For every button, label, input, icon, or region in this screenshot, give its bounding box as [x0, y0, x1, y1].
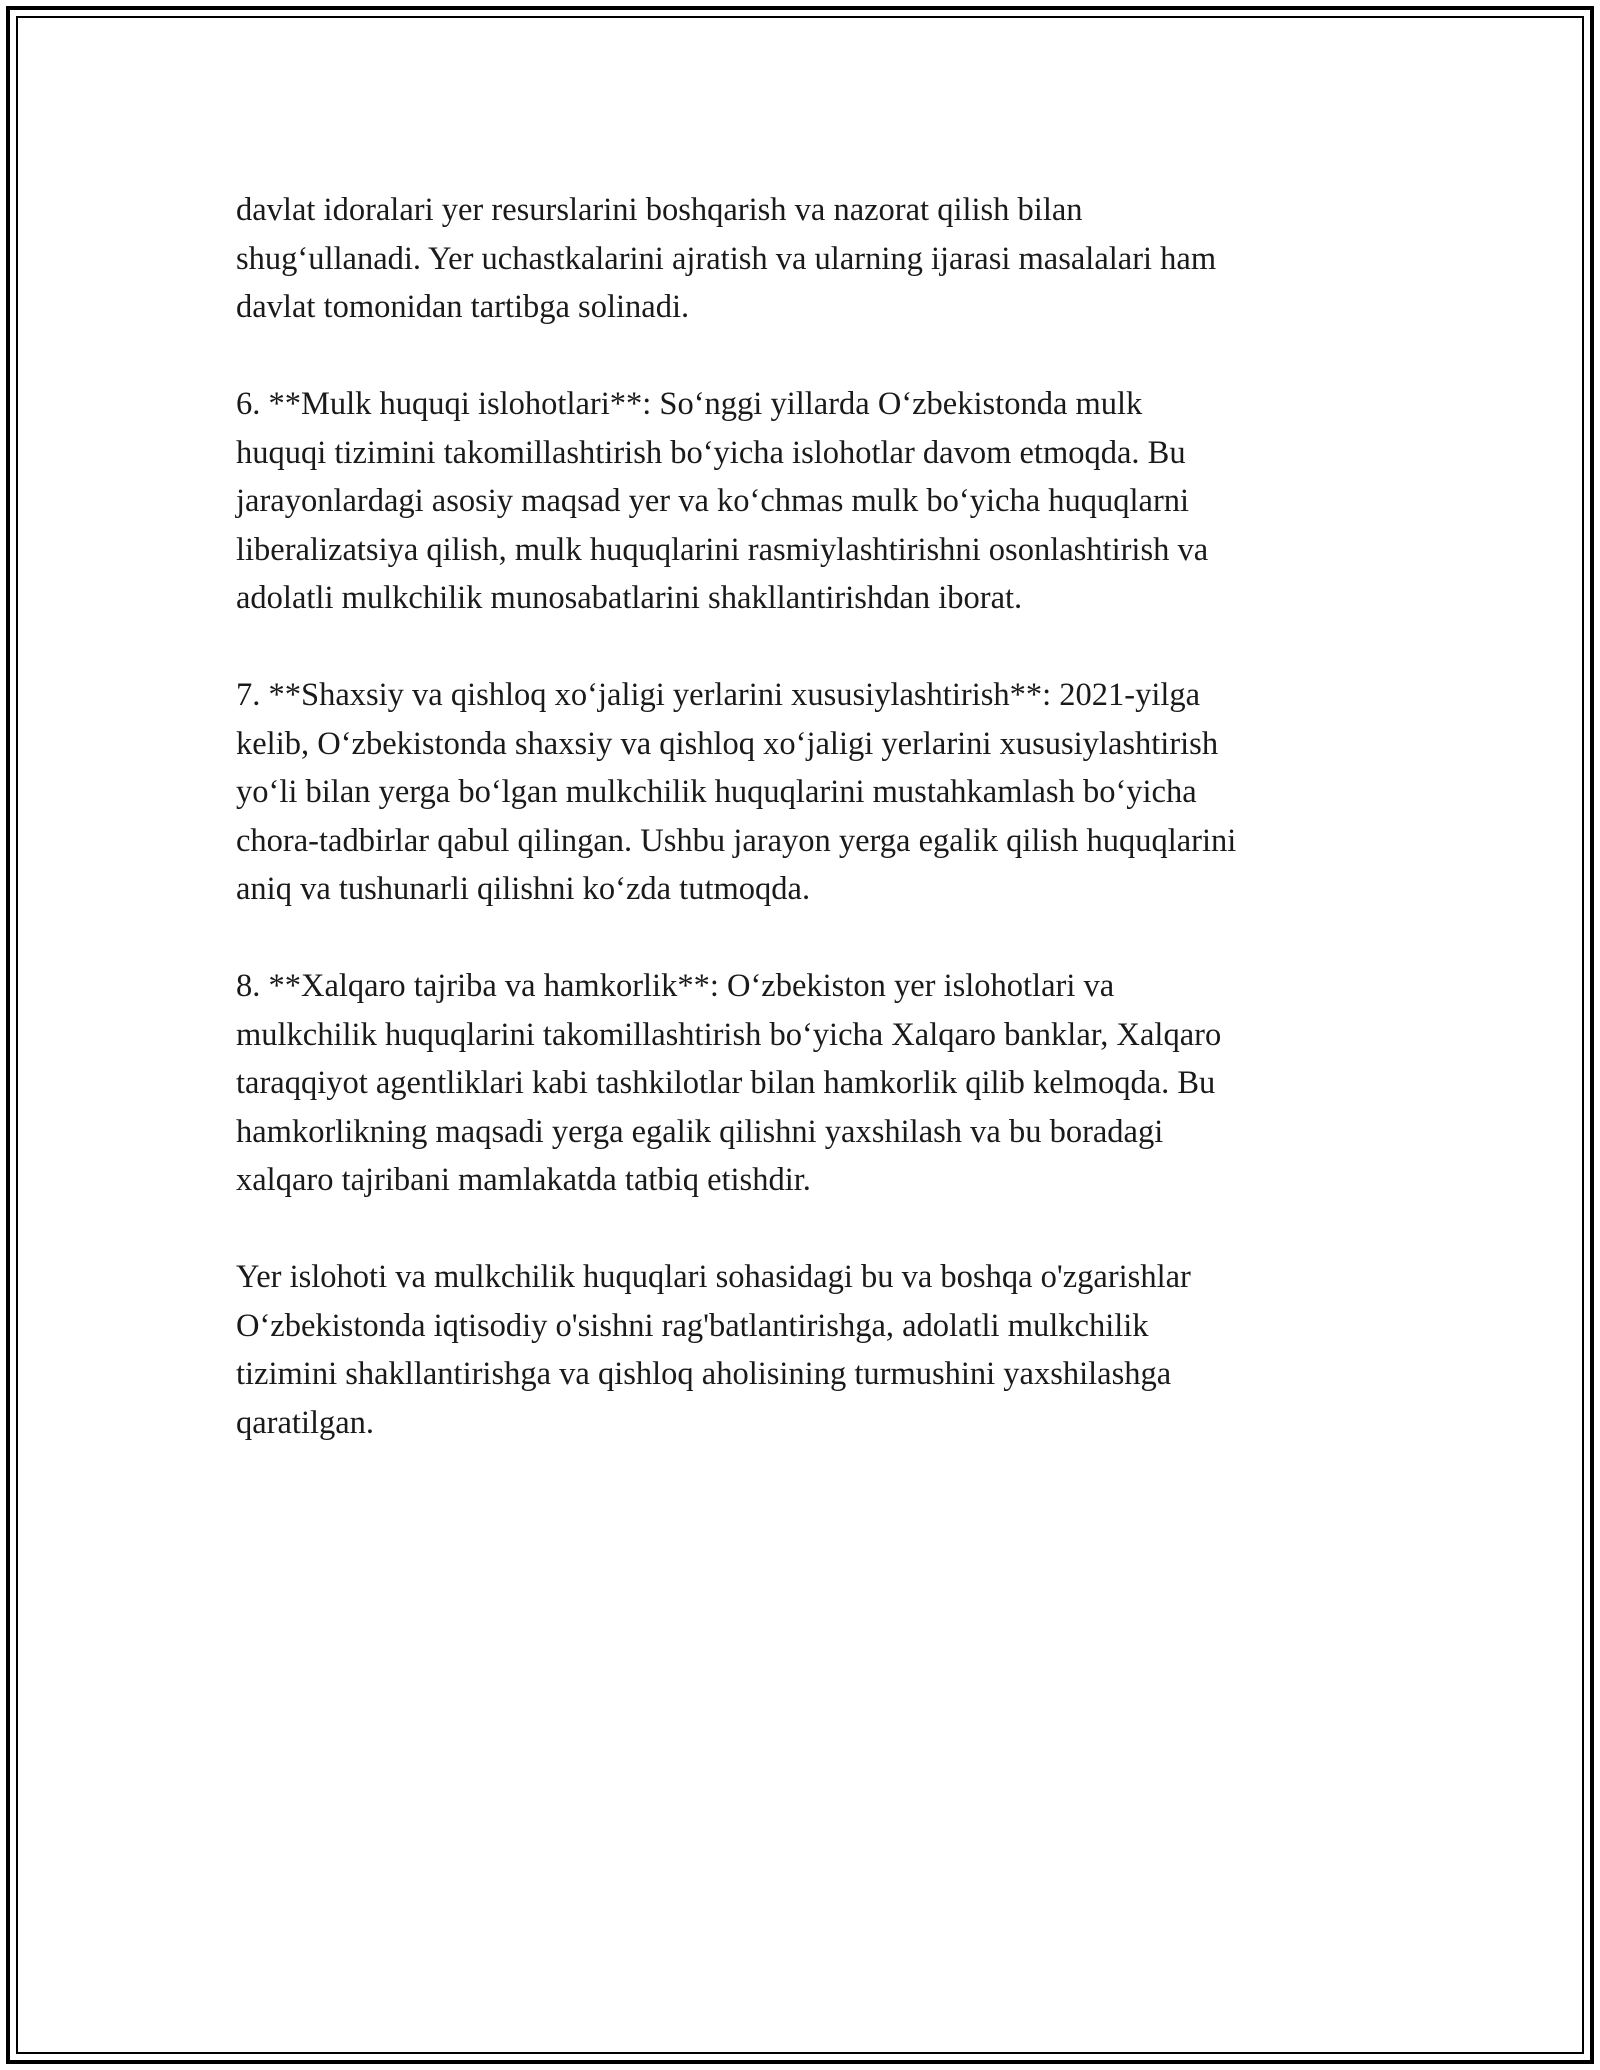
- text-line: tizimini shakllantirishga va qishloq aholisining turmushini yaxshilashga: [236, 1356, 1172, 1392]
- text-line: hamkorlikning maqsadi yerga egalik qilishni yaxshilash va bu boradagi: [236, 1113, 1164, 1150]
- paragraph-land-administration: [236, 186, 1396, 332]
- text-line: taraqqiyot agentliklari kabi tashkilotlar bilan hamkorlik qilib kelmoqda. Bu: [236, 1065, 1216, 1101]
- paragraph-item-6: [236, 380, 1396, 623]
- text-line: mulkchilik huquqlarini takomillashtirish bo‘yicha Xalqaro banklar, Xalqaro: [236, 1016, 1222, 1053]
- paragraph-conclusion: [236, 1253, 1396, 1447]
- text-line: jarayonlardagi asosiy maqsad yer va ko‘chmas mulk bo‘yicha huquqlarni: [236, 483, 1190, 519]
- text-line: O‘zbekistonda iqtisodiy o'sishni rag'batlantirishga, adolatli mulkchilik: [236, 1307, 1149, 1344]
- text-line: liberalizatsiya qilish, mulk huquqlarini rasmiylashtirishni osonlashtirish va: [236, 531, 1209, 568]
- text-line: aniq va tushunarli qilishni ko‘zda tutmoqda.: [236, 871, 811, 907]
- text-line: adolatli mulkchilik munosabatlarini shakllantirishdan iborat.: [236, 580, 1023, 616]
- text-line: davlat idoralari yer resurslarini boshqarish va nazorat qilish bilan: [236, 192, 1083, 228]
- text-line: kelib, O‘zbekistonda shaxsiy va qishloq xo‘jaligi yerlarini xususiylashtirish: [236, 725, 1219, 762]
- text-line: chora-tadbirlar qabul qilingan. Ushbu jarayon yerga egalik qilish huquqlarini: [236, 822, 1237, 859]
- paragraph-item-7: [236, 671, 1396, 914]
- text-line: huquqi tizimini takomillashtirish bo‘yicha islohotlar davom etmoqda. Bu: [236, 434, 1186, 471]
- text-line: yo‘li bilan yerga bo‘lgan mulkchilik huquqlarini mustahkamlash bo‘yicha: [236, 774, 1197, 810]
- text-line: xalqaro tajribani mamlakatda tatbiq etishdir.: [236, 1162, 811, 1198]
- document-body: [236, 186, 1396, 1496]
- text-line: Yer islohoti va mulkchilik huquqlari sohasidagi bu va boshqa o'zgarishlar: [236, 1259, 1191, 1295]
- text-line: qaratilgan.: [236, 1404, 375, 1441]
- text-line: shug‘ullanadi. Yer uchastkalarini ajratish va ularning ijarasi masalalari ham: [236, 240, 1217, 277]
- text-line: davlat tomonidan tartibga solinadi.: [236, 289, 690, 325]
- paragraph-item-8: [236, 962, 1396, 1205]
- text-line: 6. **Mulk huquqi islohotlari**: So‘nggi yillarda O‘zbekistonda mulk: [236, 386, 1143, 422]
- text-line: 8. **Xalqaro tajriba va hamkorlik**: O‘zbekiston yer islohotlari va: [236, 968, 1115, 1004]
- text-line: 7. **Shaxsiy va qishloq xo‘jaligi yerlarini xususiylashtirish**: 2021-yilga: [236, 677, 1201, 713]
